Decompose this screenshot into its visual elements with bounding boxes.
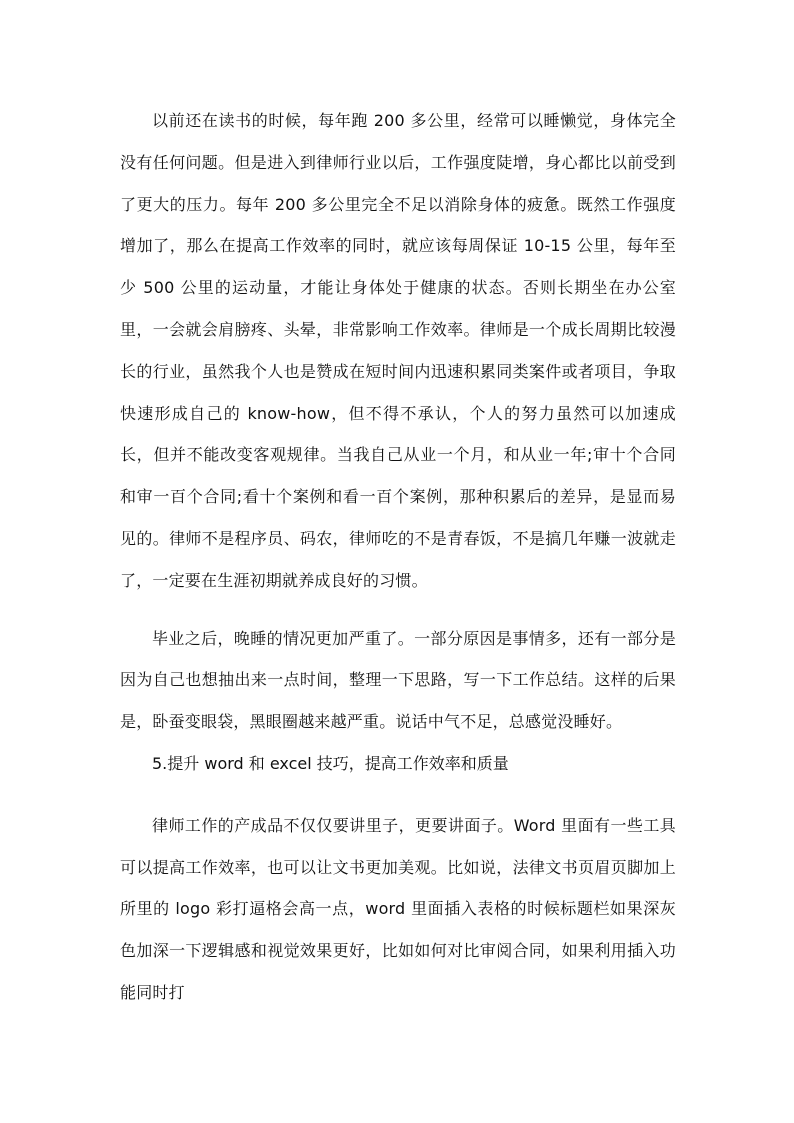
document-body xyxy=(120,100,676,1014)
paragraph-late-sleep: 毕业之后，晚睡的情况更加严重了。一部分原因是事情多，还有一部分是因为自己也想抽出来一点时间，整理一下思路，写一下工作总结。这样的后果是，卧蚕变眼袋，黑眼圈越来越严重。说话中气不足，总感觉没睡好。 xyxy=(120,628,676,732)
paragraph-word-skills: 律师工作的产成品不仅仅要讲里子，更要讲面子。Word 里面有一些工具可以提高工作效率，也可以让文书更加美观。比如说，法律文书页眉页脚加上所里的 logo 彩打逼格会高一点，word 里面插入表格的时候标题栏如果深灰色加深一下逻辑感和视觉效果更好，比如如何对比审阅合同，如果利用插入功能同时打 xyxy=(120,815,676,1002)
paragraph-exercise-and-growth: 以前还在读书的时候，每年跑 200 多公里，经常可以睡懒觉，身体完全没有任何问题。但是进入到律师行业以后，工作强度陡增，身心都比以前受到了更大的压力。每年 200 多公里完全不足以消除身体的疲惫。既然工作强度增加了，那么在提高工作效率的同时，就应该每周保证 10-15 公里，每年至少 500 公里的运动量，才能让身体处于健康的状态。否则长期坐在办公室里，一会就会肩膀疼、头晕，非常影响工作效率。律师是一个成长周期比较漫长的行业，虽然我个人也是赞成在短时间内迅速积累同类案件或者项目，争取快速形成自己的 know-how，但不得不承认，个人的努力虽然可以加速成长，但并不能改变客观规律。当我自己从业一个月，和从业一年;审十个合同和审一百个合同;看十个案例和看一百个案例，那种积累后的差异，是显而易见的。律师不是程序员、码农，律师吃的不是青春饭，不是搞几年赚一波就走了，一定要在生涯初期就养成良好的习惯。 xyxy=(120,111,676,590)
section-heading: 5.提升 word 和 excel 技巧，提高工作效率和质量 xyxy=(152,753,509,773)
